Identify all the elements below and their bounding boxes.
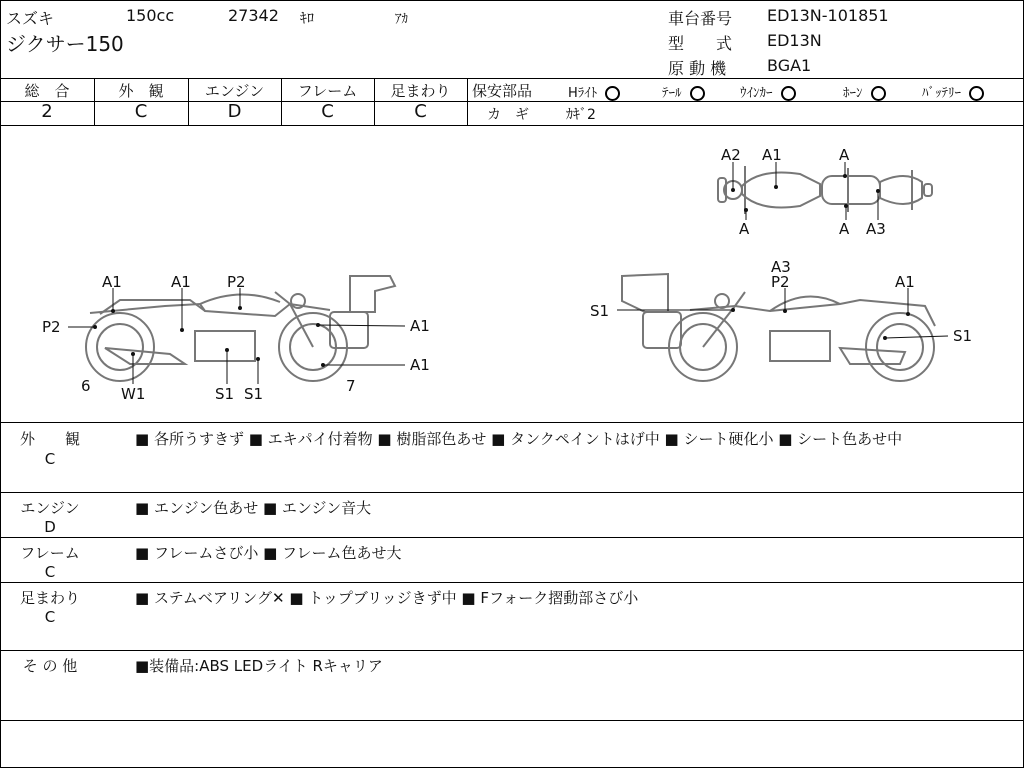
safety-item-name: ｳｲﾝｶｰ	[740, 86, 773, 101]
safety-headlight	[568, 82, 620, 101]
grade-total: 2	[41, 101, 53, 122]
safety-horn	[843, 82, 886, 101]
marker-label: S1	[953, 327, 973, 345]
section-text-other: ■装備品:ABS LEDライト Rキャリア	[135, 657, 383, 675]
marker-label: W1	[121, 385, 146, 403]
frame-no-label: 車台番号	[668, 9, 733, 28]
marker-label: P2	[42, 318, 61, 336]
marker-label: A1	[410, 356, 430, 374]
grade-exterior-label: 外 観	[118, 82, 164, 100]
section-label-frame: フレーム	[20, 544, 80, 562]
type-value: ED13N	[767, 31, 822, 50]
divider	[467, 101, 1023, 102]
safety-winker	[740, 82, 796, 101]
marker-label: P2	[227, 273, 246, 291]
section-grade-exterior: C	[44, 450, 56, 468]
circle-ok-icon	[690, 86, 705, 101]
section-text-engine: ■ エンジン色あせ ■ エンジン音大	[135, 499, 372, 517]
marker-label: S1	[244, 385, 264, 403]
divider	[0, 582, 1023, 583]
safety-label: 保安部品	[472, 82, 533, 100]
top-view-markers	[731, 174, 880, 212]
section-text-exterior: ■ 各所うすきず ■ エキパイ付着物 ■ 樹脂部色あせ ■ タンクペイントはげ中 ■ シート硬化小 ■ シート色あせ中	[135, 430, 903, 448]
marker-label: A1	[171, 273, 191, 291]
mileage: 27342	[228, 6, 279, 25]
safety-item-name: ﾎｰﾝ	[843, 86, 863, 101]
grade-exterior: C	[134, 101, 148, 122]
circle-ok-icon	[605, 86, 620, 101]
color: ｱｶ	[395, 12, 408, 27]
motorcycle-top-view-icon	[718, 166, 932, 214]
section-label-other: そ の 他	[22, 657, 78, 675]
key-label: カ ギ	[487, 107, 529, 123]
marker-label: A	[739, 220, 750, 238]
frame-no: ED13N-101851	[767, 6, 889, 25]
safety-tail	[662, 82, 705, 101]
section-label-suspension: 足まわり	[19, 589, 80, 607]
marker-label: 6	[81, 377, 91, 395]
safety-item-name: Hﾗｲﾄ	[568, 86, 598, 101]
displacement: 150cc	[126, 6, 175, 25]
section-label-engine: エンジン	[20, 499, 80, 517]
divider	[0, 720, 1023, 721]
section-grade-suspension: C	[44, 608, 56, 626]
circle-ok-icon	[969, 86, 984, 101]
marker-label: A3	[771, 258, 791, 276]
section-grade-engine: D	[44, 518, 56, 536]
marker-label: A1	[102, 273, 122, 291]
grade-frame-label: フレーム	[297, 82, 358, 100]
divider	[0, 78, 1023, 79]
divider	[0, 492, 1023, 493]
marker-label: A	[839, 220, 850, 238]
marker-label: A	[839, 146, 850, 164]
marker-label: A1	[410, 317, 430, 335]
marker-label: S1	[590, 302, 610, 320]
safety-battery	[922, 82, 984, 101]
marker-label: S1	[215, 385, 235, 403]
divider	[0, 537, 1023, 538]
marker-label: A2	[721, 146, 741, 164]
divider	[0, 422, 1023, 423]
model-name: ジクサー150	[6, 32, 124, 56]
marker-label: P2	[771, 273, 790, 291]
damage-diagram	[0, 126, 1023, 422]
grade-frame: C	[321, 101, 334, 122]
grade-engine: D	[227, 101, 242, 122]
safety-item-name: ﾊﾞｯﾃﾘｰ	[922, 86, 961, 101]
left-view-markers	[93, 306, 325, 367]
marker-label: A1	[895, 273, 915, 291]
grade-engine-label: エンジン	[204, 82, 265, 100]
marker-label: A3	[866, 220, 886, 238]
section-text-suspension: ■ ステムベアリング✕ ■ トップブリッジきず中 ■ Fフォーク摺動部さび小	[135, 589, 639, 607]
key-value: ｶｷﾞ2	[566, 107, 596, 123]
grade-total-label: 総 合	[24, 82, 70, 100]
circle-ok-icon	[781, 86, 796, 101]
divider	[467, 78, 468, 125]
mileage-unit: ｷﾛ	[300, 11, 314, 27]
safety-item-name: ﾃｰﾙ	[662, 86, 682, 101]
section-text-frame: ■ フレームさび小 ■ フレーム色あせ大	[135, 544, 402, 562]
top-view-leaders	[733, 162, 878, 220]
grade-suspension-label: 足まわり	[390, 82, 451, 100]
marker-label: 7	[346, 377, 356, 395]
grade-suspension: C	[414, 101, 427, 122]
marker-label: A1	[762, 146, 782, 164]
maker: スズキ	[6, 9, 55, 28]
engine-model-label: 原 動 機	[668, 59, 727, 78]
engine-model: BGA1	[767, 56, 812, 75]
section-grade-frame: C	[44, 563, 56, 581]
section-label-exterior: 外 観	[19, 430, 80, 448]
divider	[0, 650, 1023, 651]
right-view-markers	[731, 308, 910, 340]
type-label: 型 式	[668, 34, 733, 53]
circle-ok-icon	[871, 86, 886, 101]
